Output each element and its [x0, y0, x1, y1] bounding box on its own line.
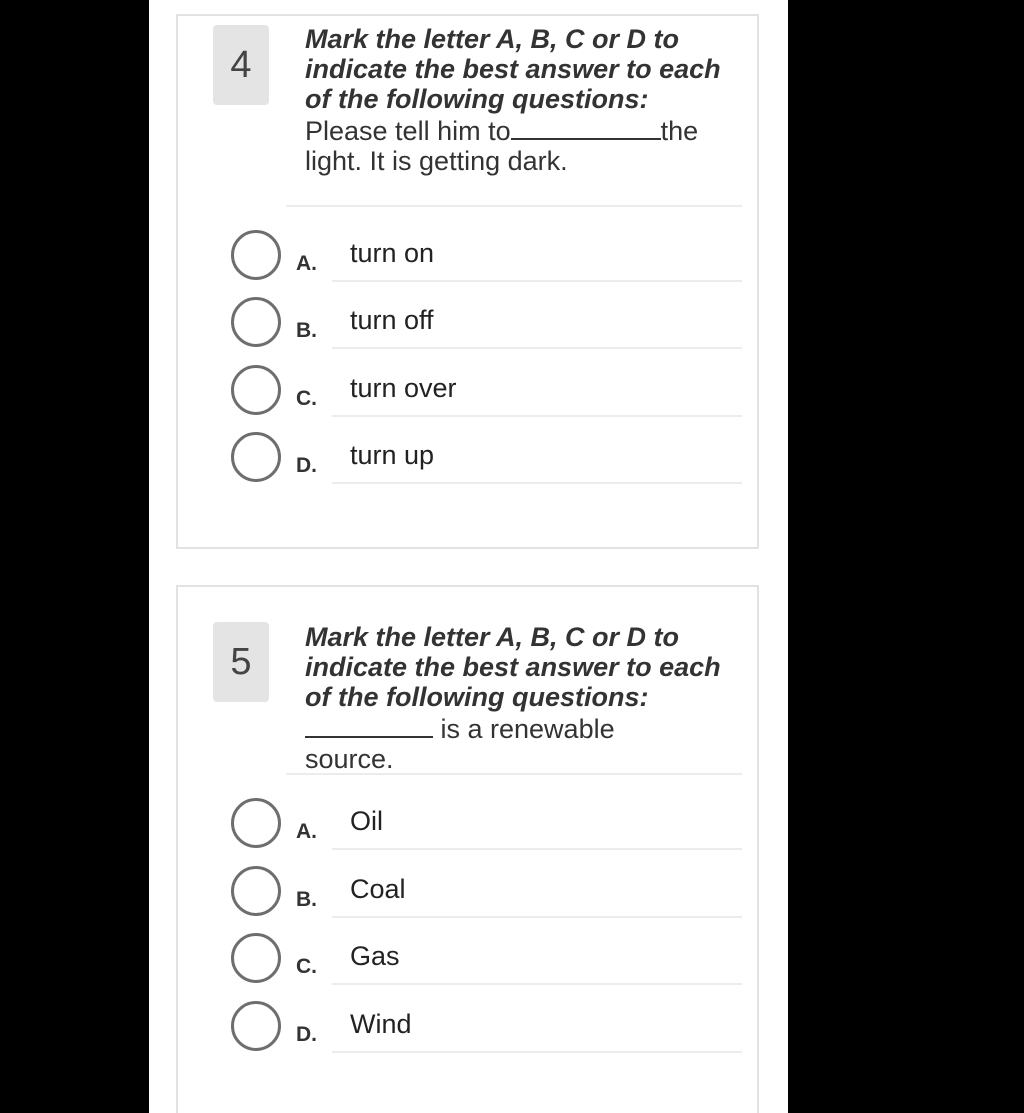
stem-text-before-blank: Please tell him to — [305, 116, 511, 146]
radio-button[interactable] — [231, 432, 281, 482]
question-stem-line-2: source. — [305, 744, 394, 774]
option-text: Oil — [350, 806, 383, 836]
option-divider — [332, 1051, 742, 1053]
option-divider — [332, 848, 742, 850]
stem-divider — [286, 205, 742, 207]
option-divider — [332, 280, 742, 282]
option-d[interactable] — [178, 1001, 761, 1067]
option-text: turn off — [350, 305, 434, 335]
option-divider — [332, 916, 742, 918]
question-number-badge: 4 — [213, 25, 269, 105]
stem-text-after-blank: is a renewable — [433, 714, 615, 744]
radio-button[interactable] — [231, 1001, 281, 1051]
option-letter: A. — [296, 252, 317, 275]
stem-divider — [286, 773, 742, 775]
option-divider — [332, 415, 742, 417]
option-text: Coal — [350, 874, 406, 904]
option-divider — [332, 347, 742, 349]
option-letter: D. — [296, 454, 317, 477]
option-letter: B. — [296, 888, 317, 911]
option-a[interactable] — [178, 230, 761, 296]
radio-button[interactable] — [231, 230, 281, 280]
answer-blank — [511, 114, 661, 140]
option-a[interactable] — [178, 798, 761, 864]
option-letter: C. — [296, 955, 317, 978]
question-card-5 — [176, 585, 759, 1113]
radio-button[interactable] — [231, 798, 281, 848]
option-d[interactable] — [178, 432, 761, 498]
option-divider — [332, 482, 742, 484]
question-instruction: Mark the letter A, B, C or D to indicate the best answer to each of the following questions: — [305, 622, 721, 712]
option-letter: B. — [296, 319, 317, 342]
radio-button[interactable] — [231, 365, 281, 415]
question-card-4 — [176, 14, 759, 549]
radio-button[interactable] — [231, 297, 281, 347]
radio-button[interactable] — [231, 866, 281, 916]
option-text: Gas — [350, 941, 400, 971]
option-letter: D. — [296, 1023, 317, 1046]
option-text: turn over — [350, 373, 457, 403]
question-stem-line-1 — [305, 712, 735, 744]
question-stem — [305, 712, 735, 774]
option-text: turn on — [350, 238, 435, 268]
option-letter: C. — [296, 387, 317, 410]
option-divider — [332, 983, 742, 985]
option-b[interactable] — [178, 866, 761, 932]
question-stem-line-2: light. It is getting dark. — [305, 146, 568, 176]
option-letter: A. — [296, 820, 317, 843]
answer-blank — [305, 712, 433, 738]
radio-button[interactable] — [231, 933, 281, 983]
question-number-badge: 5 — [213, 622, 269, 702]
question-instruction: Mark the letter A, B, C or D to indicate the best answer to each of the following questions: — [305, 24, 721, 114]
quiz-page — [149, 0, 788, 1113]
option-c[interactable] — [178, 933, 761, 999]
option-text: Wind — [350, 1009, 412, 1039]
option-text: turn up — [350, 440, 435, 470]
stem-text-after-blank: the — [660, 116, 699, 146]
option-c[interactable] — [178, 365, 761, 431]
option-b[interactable] — [178, 297, 761, 363]
question-stem — [305, 114, 735, 176]
question-stem-line-1 — [305, 114, 735, 146]
